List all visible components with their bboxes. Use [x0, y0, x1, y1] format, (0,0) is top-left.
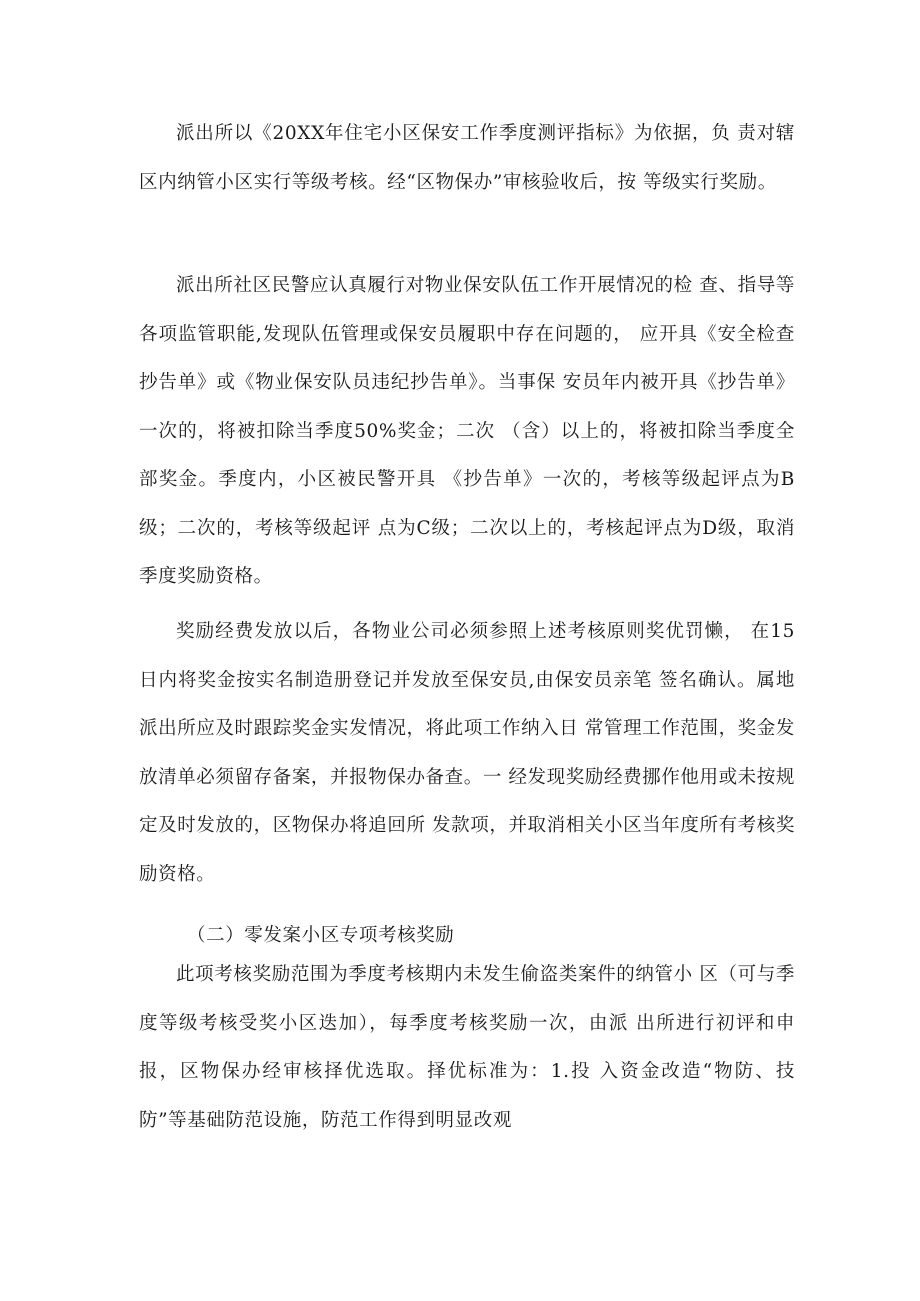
- paragraph-rating-basis: 派出所以《20XX年住宅小区保安工作季度测评指标》为依据，负 责对辖区内纳管小区实行等级考核。经“区物保办”审核验收后，按 等级实行奖励。: [139, 123, 795, 193]
- paragraph-zero-case-award: 此项考核奖励范围为季度考核期内未发生偷盗类案件的纳管小 区（可与季度等级考核受奖小区迭加），每季度考核奖励一次，由派 出所进行初评和申报，区物保办经审核择优选取。择优标准为：1.投 入资金改造“物防、技防”等基础防范设施，防范工作得到明显改观: [139, 964, 795, 1131]
- paragraph-police-supervision: 派出所社区民警应认真履行对物业保安队伍工作开展情况的检 查、指导等各项监管职能,发现队伍管理或保安员履职中存在问题的， 应开具《安全检查抄告单》或《物业保安队员违纪抄告单》。当事保 安员年内被开具《抄告单》一次的，将被扣除当季度50%奖金；二次 （含）以上的，将被扣除当季度全部奖金。季度内，小区被民警开具 《抄告单》一次的，考核等级起评点为B级；二次的，考核等级起评 点为C级；二次以上的，考核起评点为D级，取消季度奖励资格。: [139, 275, 795, 587]
- paragraph-fund-distribution: 奖励经费发放以后，各物业公司必须参照上述考核原则奖优罚懒， 在15日内将奖金按实名制造册登记并发放至保安员,由保安员亲笔 签名确认。属地派出所应及时跟踪奖金实发情况，将此项工作纳入日 常管理工作范围，奖金发放清单必须留存备案，并报物保办备查。一 经发现奖励经费挪作他用或未按规定及时发放的，区物保办将追回所 发款项，并取消相关小区当年度所有考核奖励资格。: [139, 621, 795, 885]
- section-heading: （二）零发案小区专项考核奖励: [187, 925, 455, 946]
